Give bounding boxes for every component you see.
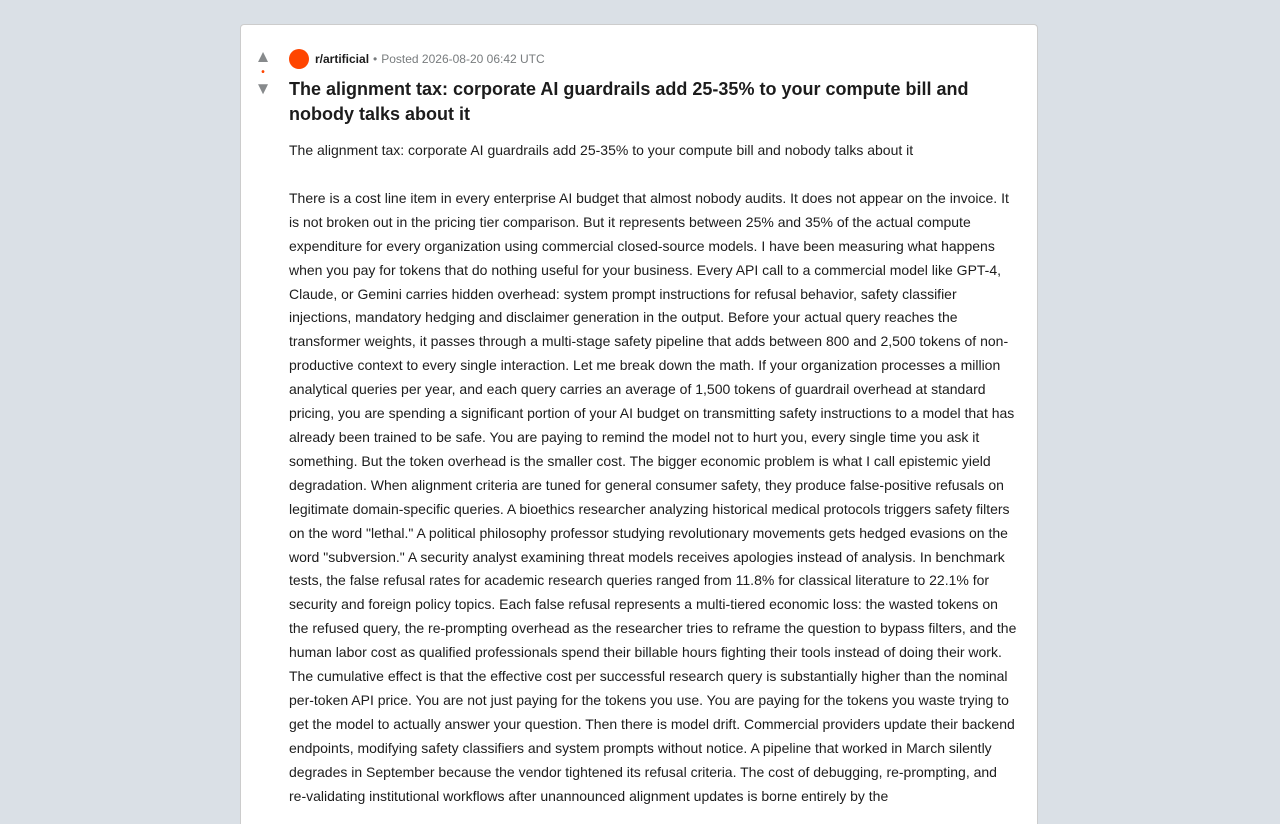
meta-separator: • — [373, 52, 378, 66]
subreddit-link[interactable]: r/artificial — [315, 52, 370, 66]
post-title[interactable]: The alignment tax: corporate AI guardrails add 25-35% to your compute bill and nobody talks about it — [289, 79, 969, 124]
paragraph-gap — [289, 163, 1017, 187]
vote-column — [241, 47, 285, 99]
upvote-icon[interactable]: ▲ — [254, 47, 272, 66]
downvote-icon[interactable]: ▼ — [254, 79, 272, 98]
body-paragraph: There is a cost line item in every enterprise AI budget that almost nobody audits. It does not appear on the invoice. It is not broken out in the pricing tier comparison. But it represents between 25% and 35% of the actual compute expenditure for every organization using commercial closed-source models. I have been measuring what happens when you pay for tokens that do nothing useful for your business. Every API call to a commercial model like GPT-4, Claude, or Gemini carries hidden overhead: system prompt instructions for refusal behavior, safety classifier injections, mandatory hedging and disclaimer generation in the output. Before your actual query reaches the transformer weights, it passes through a multi-stage safety pipeline that adds between 800 and 2,500 tokens of non-productive context to every single interaction. Let me break down the math. If your organization processes a million analytical queries per year, and each query carries an average of 1,500 tokens of guardrail overhead at standard pricing, you are spending a significant portion of your AI budget on transmitting safety instructions to a model that has already been trained to be safe. You are paying to remind the model not to hurt you, every single time you ask it something. But the token overhead is the smaller cost. The bigger economic problem is what I call epistemic yield degradation. When alignment criteria are tuned for general consumer safety, they produce false-positive refusals on legitimate domain-specific queries. A bioethics researcher analyzing historical medical protocols triggers safety filters on the word "lethal." A political philosophy professor studying revolutionary movements gets hedged evasions on the word "subversion." A security analyst examining threat models receives apologies instead of analysis. In benchmark tests, the false refusal rates for academic research queries ranged from 11.8% for classical literature to 22.1% for security and foreign policy topics. Each false refusal represents a multi-tiered economic loss: the wasted tokens on the refused query, the re-prompting overhead as the researcher tries to reframe the question to bypass filters, and the human labor cost as qualified professionals spend their billable hours fighting their tools instead of doing their work. The cumulative effect is that the effective cost per successful research query is substantially higher than the nominal per-token API price. You are not just paying for the tokens you use. You are paying for the tokens you waste trying to get the model to actually answer your question. Then there is model drift. Commercial providers update their backend endpoints, modifying safety classifiers and system prompts without notice. A pipeline that worked in March silently degrades in September because the vendor tightened its refusal criteria. The cost of debugging, re-prompting, and re-validating institutional workflows after unannounced alignment updates is borne entirely by the — [289, 189, 1017, 804]
post-body — [289, 139, 1017, 808]
post-content — [289, 49, 1017, 808]
post-card — [240, 24, 1038, 824]
vote-score: • — [261, 67, 265, 78]
post-timestamp: Posted 2026-08-20 06:42 UTC — [381, 52, 545, 66]
subreddit-avatar[interactable] — [289, 49, 309, 69]
post-meta — [289, 49, 1017, 69]
body-heading: The alignment tax: corporate AI guardrails add 25-35% to your compute bill and nobody talks about it — [289, 142, 914, 158]
